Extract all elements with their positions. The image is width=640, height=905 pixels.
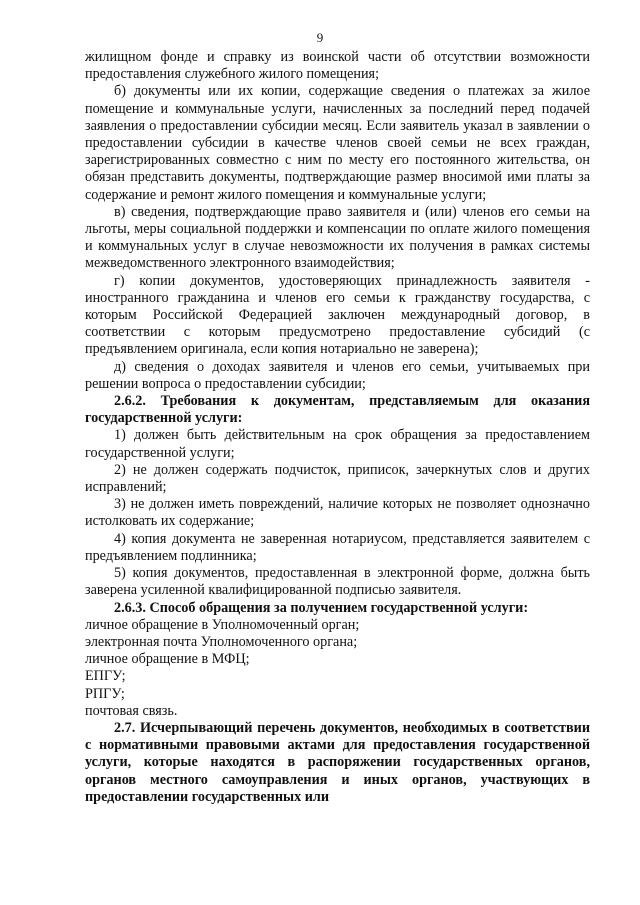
method-item-post: почтовая связь. (85, 702, 178, 719)
section-heading-2-6-3: 2.6.3. Способ обращения за получением государственной услуги: (114, 599, 529, 616)
requirement-item-1: 1) должен быть действительным на срок обращения за предоставлением государственной услуги; (85, 427, 590, 461)
section-heading-2-7: 2.7. Исчерпывающий перечень документов, необходимых в соответствии с нормативными правовыми актами для предоставления государственной услуги, которые находятся в распоряжении государственных органов, органов местного самоуправления и иных органов, участвующих в предоставлении государственных или (85, 719, 590, 805)
paragraph-item-b-payment-documents: б) документы или их копии, содержащие сведения о платежах за жилое помещение и коммунальные услуги, начисленных за последний перед подачей заявления о предоставлении субсидии месяц. Если заявитель указал в заявлении о предоставлении субсидии в качестве членов своей семьи не всех граждан, зарегистрированных совместно с ним по месту его постоянного жительства, он обязан представить документы, подтверждающие размер вносимой ими платы за содержание и ремонт жилого помещения и коммунальные услуги; (85, 83, 590, 203)
paragraph-item-g-citizenship-documents: г) копии документов, удостоверяющих принадлежность заявителя - иностранного гражданина и членов его семьи к гражданству государства, с которым Российской Федерацией заключен международный договор, в соответствии с которым предусмотрено предоставление субсидий (с предъявлением оригинала, если копия нотариально не заверена); (85, 272, 590, 358)
paragraph-housing-fund-continuation: жилищном фонде и справку из воинской части об отсутствии возможности предоставления служебного жилого помещения; (85, 49, 590, 83)
method-item-authority-email: электронная почта Уполномоченного органа; (85, 633, 358, 650)
page-number: 9 (316, 30, 324, 45)
method-item-authority-personal: личное обращение в Уполномоченный орган; (85, 616, 360, 633)
requirement-item-4: 4) копия документа не заверенная нотариусом, представляется заявителем с предъявлением подлинника; (85, 530, 590, 564)
requirement-item-2: 2) не должен содержать подчисток, приписок, зачеркнутых слов и других исправлений; (85, 461, 590, 496)
paragraph-item-v-benefits-info: в) сведения, подтверждающие право заявителя и (или) членов его семьи на льготы, меры социальной поддержки и компенсации по оплате жилого помещения и коммунальных услуг в случае невозможности их получения в рамках системы межведомственного электронного взаимодействия; (85, 203, 590, 272)
document-body (85, 49, 590, 806)
method-item-epgu: ЕПГУ; (85, 668, 126, 685)
requirement-item-5: 5) копия документов, предоставленная в электронной форме, должна быть заверена усиленной квалифицированной подписью заявителя. (85, 565, 590, 599)
section-heading-2-6-2: 2.6.2. Требования к документам, представляемым для оказания государственной услуги: (85, 393, 590, 427)
method-item-rpgu: РПГУ; (85, 685, 125, 702)
requirement-item-3: 3) не должен иметь повреждений, наличие которых не позволяет однозначно истолковать их содержание; (85, 496, 590, 530)
paragraph-item-d-income-info: д) сведения о доходах заявителя и членов его семьи, учитываемых при решении вопроса о предоставлении субсидии; (85, 358, 590, 392)
method-item-mfc: личное обращение в МФЦ; (85, 651, 250, 668)
